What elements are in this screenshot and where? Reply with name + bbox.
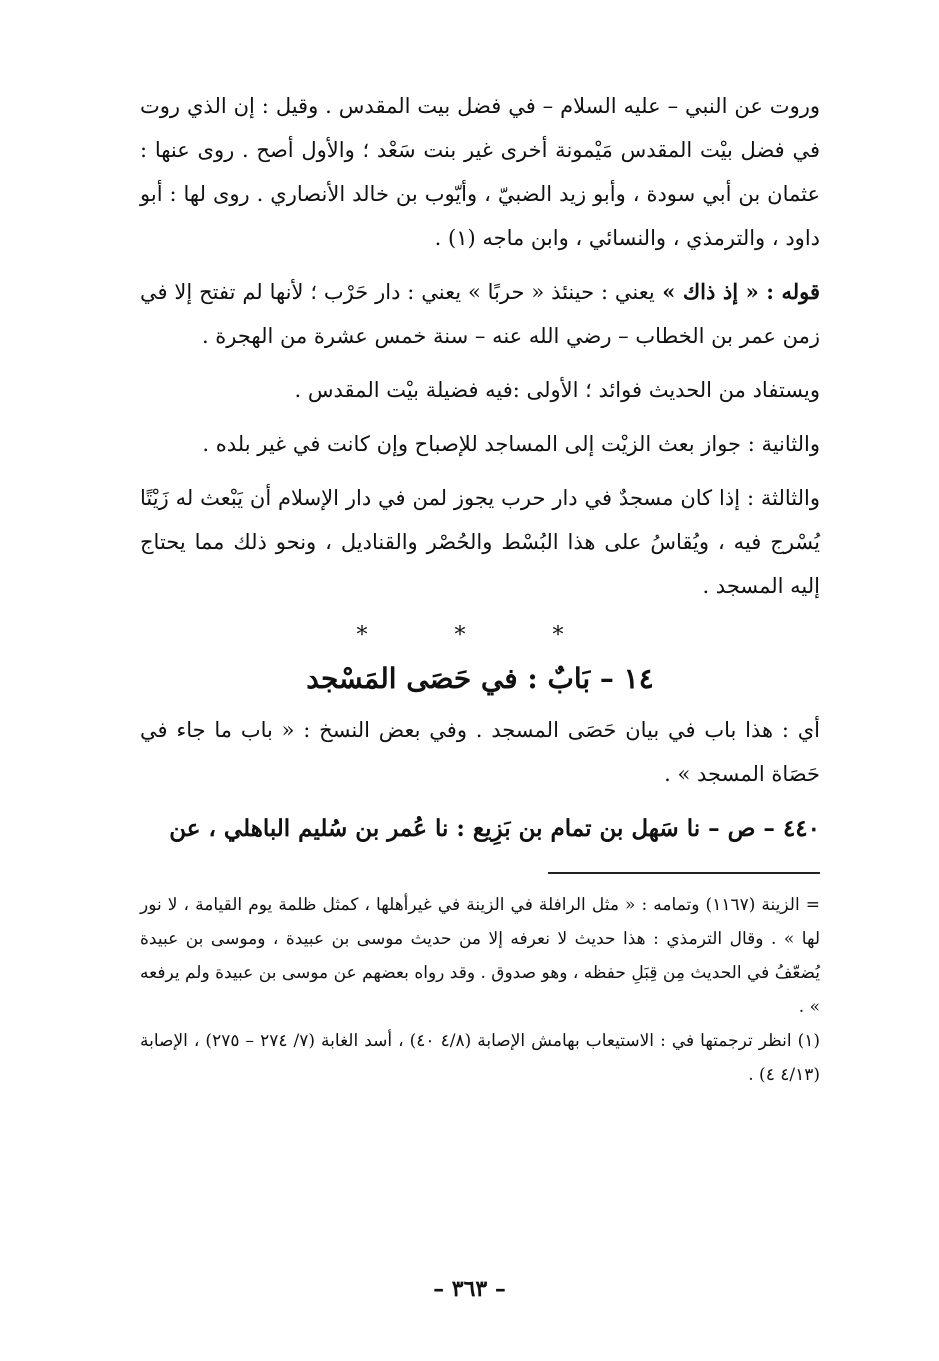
- footnote-continuation-marker: =: [805, 895, 821, 915]
- paragraph-4-text: والثانية : جواز بعث الزيْت إلى المساجد للإصباح وإن كانت في غير بلده .: [202, 432, 820, 456]
- paragraph-1: [140, 84, 820, 260]
- footnote-1-text: انظر ترجمتها في : الاستيعاب بهامش الإصابة (٤/٨ ٤٠) ، أسد الغابة (٧/ ٢٧٤ – ٢٧٥) ، الإصابة (٤/١٣ ٤) .: [140, 1031, 820, 1085]
- footnote-continuation-text: الزينة (١١٦٧) وتمامه : « مثل الرافلة في الزينة في غيرأهلها ، كمثل ظلمة يوم القيامة ، لا نور لها » . وقال الترمذي : هذا حديث لا نعرفه إلا من حديث موسى بن عبيدة ، وموسى بن عبيدة يُضعّفُ في الحديث مِن قِبَلِ حفظه ، وهو صدوق . وقد رواه بعضهم عن موسى بن عبيدة ولم يرفعه » .: [140, 895, 820, 1017]
- paragraph-1-text: وروت عن النبي – عليه السلام – في فضل بيت المقدس . وقيل : إن الذي روت في فضل بيْت المقدس مَيْمونة أخرى غير بنت سَعْد ؛ والأول أصح . روى عنها : عثمان بن أبي سودة ، وأبو زيد الضبيّ ، وأيّوب بن خالد الأنصاري . روى لها : أبو داود ، والترمذي ، والنسائي ، وابن ماجه (١) .: [140, 94, 820, 250]
- paragraph-3: [140, 368, 820, 412]
- footnote-divider: [548, 872, 820, 874]
- footnote-continuation: [140, 888, 820, 1024]
- section-separator-stars: * * *: [356, 623, 604, 648]
- paragraph-4: [140, 422, 820, 466]
- paragraph-5-text: والثالثة : إذا كان مسجدٌ في دار حرب يجوز لمن في دار الإسلام أن يَبْعث له زَيْتًا يُسْرج فيه ، ويُقاسُ على هذا البُسْط والحُصْر والقناديل ، ونحو ذلك مما يحتاج إليه المسجد .: [140, 486, 820, 598]
- footnote-1-marker: (١): [797, 1031, 821, 1051]
- paragraph-2-text: يعني : حينئذ « حربًا » يعني : دار حَرْب ؛ لأنها لم تفتح إلا في زمن عمر بن الخطاب – رضي الله عنه – سنة خمس عشرة من الهجرة .: [140, 280, 820, 348]
- hadith-line: ٤٤٠ – ص – نا سَهل بن تمام بن بَزِيع : نا عُمر بن سُليم الباهلي ، عن: [169, 815, 820, 842]
- paragraph-5: [140, 476, 820, 608]
- page-body: [140, 84, 820, 1092]
- page-number: – ٣٦٣ –: [433, 1276, 506, 1302]
- chapter-heading: ١٤ – بَابٌ : في حَصَى المَسْجد: [306, 662, 654, 695]
- paragraph-2: [140, 270, 820, 358]
- footnote-1: [140, 1024, 820, 1092]
- paragraph-2-lead: قوله : « إذ ذاك »: [654, 279, 821, 304]
- chapter-explanation: أي : هذا باب في بيان حَصَى المسجد . وفي بعض النسخ : « باب ما جاء في حَصَاة المسجد » .: [140, 718, 820, 786]
- paragraph-3-text: ويستفاد من الحديث فوائد ؛ الأولى :فيه فضيلة بيْت المقدس .: [294, 378, 820, 402]
